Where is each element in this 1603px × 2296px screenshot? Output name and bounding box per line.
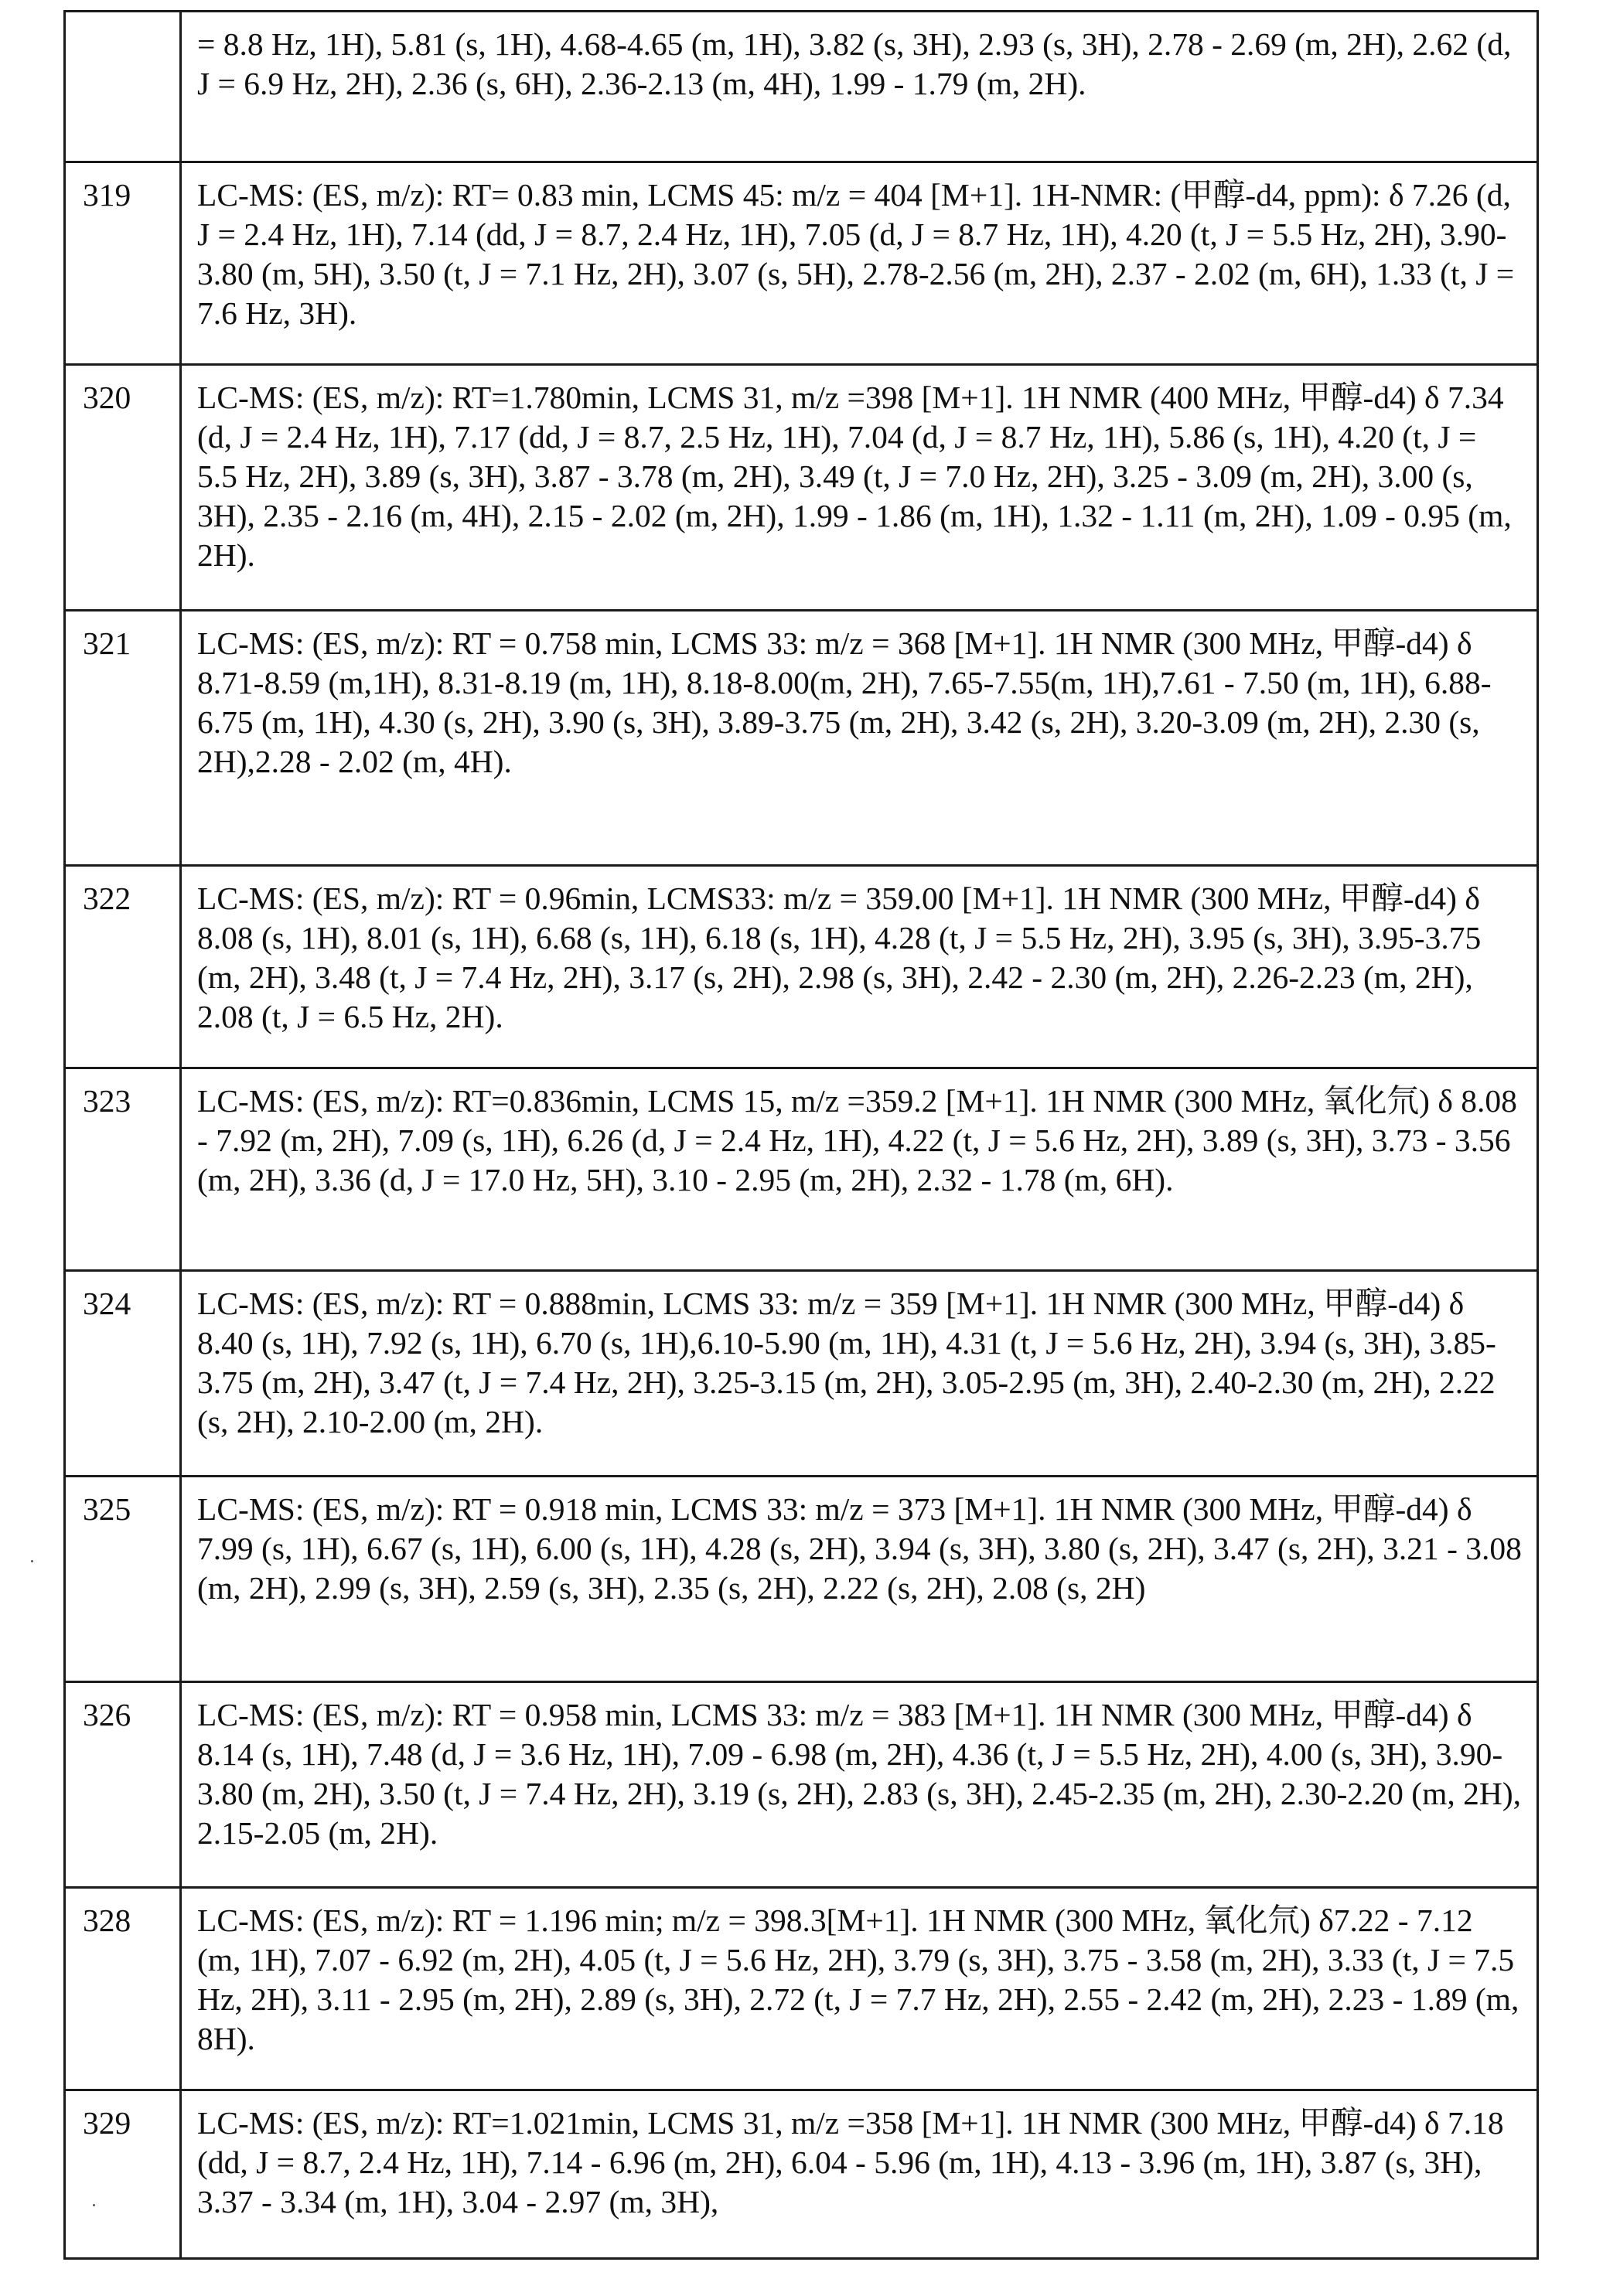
compound-id-cell: 324 bbox=[65, 1271, 181, 1477]
table-row bbox=[65, 611, 1538, 866]
characterization-data-cell: LC-MS: (ES, m/z): RT=1.780min, LCMS 31, m/z =398 [M+1]. 1H NMR (400 MHz, 甲醇-d4) δ 7.34 (d, J = 2.4 Hz, 1H), 7.17 (dd, J = 8.7, 2.5 Hz, 1H), 7.04 (d, J = 8.7 Hz, 1H), 5.86 (s, 1H), 4.20 (t, J = 5.5 Hz, 2H), 3.89 (s, 3H), 3.87 - 3.78 (m, 2H), 3.49 (t, J = 7.0 Hz, 2H), 3.25 - 3.09 (m, 2H), 3.00 (s, 3H), 2.35 - 2.16 (m, 4H), 2.15 - 2.02 (m, 2H), 1.99 - 1.86 (m, 1H), 1.32 - 1.11 (m, 2H), 1.09 - 0.95 (m, 2H). bbox=[181, 365, 1538, 611]
compound-id-cell: 321 bbox=[65, 611, 181, 866]
table-row bbox=[65, 162, 1538, 365]
table-row bbox=[65, 1477, 1538, 1682]
table-row bbox=[65, 1888, 1538, 2090]
table-row bbox=[65, 365, 1538, 611]
characterization-data-cell: LC-MS: (ES, m/z): RT = 0.888min, LCMS 33: m/z = 359 [M+1]. 1H NMR (300 MHz, 甲醇-d4) δ 8.40 (s, 1H), 7.92 (s, 1H), 6.70 (s, 1H),6.10-5.90 (m, 1H), 4.31 (t, J = 5.6 Hz, 2H), 3.94 (s, 3H), 3.85-3.75 (m, 2H), 3.47 (t, J = 7.4 Hz, 2H), 3.25-3.15 (m, 2H), 3.05-2.95 (m, 3H), 2.40-2.30 (m, 2H), 2.22 (s, 2H), 2.10-2.00 (m, 2H). bbox=[181, 1271, 1538, 1477]
compound-id-cell: 322 bbox=[65, 866, 181, 1068]
scan-artifact-dot bbox=[93, 2204, 95, 2206]
characterization-data-cell: LC-MS: (ES, m/z): RT= 0.83 min, LCMS 45: m/z = 404 [M+1]. 1H-NMR: (甲醇-d4, ppm): δ 7.26 (d, J = 2.4 Hz, 1H), 7.14 (dd, J = 8.7, 2.4 Hz, 1H), 7.05 (d, J = 8.7 Hz, 1H), 4.20 (t, J = 5.5 Hz, 2H), 3.90-3.80 (m, 5H), 3.50 (t, J = 7.1 Hz, 2H), 3.07 (s, 5H), 2.78-2.56 (m, 2H), 2.37 - 2.02 (m, 6H), 1.33 (t, J = 7.6 Hz, 3H). bbox=[181, 162, 1538, 365]
characterization-data-cell: LC-MS: (ES, m/z): RT=0.836min, LCMS 15, m/z =359.2 [M+1]. 1H NMR (300 MHz, 氧化氘) δ 8.08 - 7.92 (m, 2H), 7.09 (s, 1H), 6.26 (d, J = 2.4 Hz, 1H), 4.22 (t, J = 5.6 Hz, 2H), 3.89 (s, 3H), 3.73 - 3.56 (m, 2H), 3.36 (d, J = 17.0 Hz, 5H), 3.10 - 2.95 (m, 2H), 2.32 - 1.78 (m, 6H). bbox=[181, 1068, 1538, 1271]
table-row bbox=[65, 2090, 1538, 2259]
table-row bbox=[65, 12, 1538, 162]
characterization-data-cell: LC-MS: (ES, m/z): RT = 0.758 min, LCMS 33: m/z = 368 [M+1]. 1H NMR (300 MHz, 甲醇-d4) δ 8.71-8.59 (m,1H), 8.31-8.19 (m, 1H), 8.18-8.00(m, 2H), 7.65-7.55(m, 1H),7.61 - 7.50 (m, 1H), 6.88- 6.75 (m, 1H), 4.30 (s, 2H), 3.90 (s, 3H), 3.89-3.75 (m, 2H), 3.42 (s, 2H), 3.20-3.09 (m, 2H), 2.30 (s, 2H),2.28 - 2.02 (m, 4H). bbox=[181, 611, 1538, 866]
table-row bbox=[65, 1068, 1538, 1271]
characterization-data-cell: LC-MS: (ES, m/z): RT = 0.918 min, LCMS 33: m/z = 373 [M+1]. 1H NMR (300 MHz, 甲醇-d4) δ 7.99 (s, 1H), 6.67 (s, 1H), 6.00 (s, 1H), 4.28 (s, 2H), 3.94 (s, 3H), 3.80 (s, 2H), 3.47 (s, 2H), 3.21 - 3.08 (m, 2H), 2.99 (s, 3H), 2.59 (s, 3H), 2.35 (s, 2H), 2.22 (s, 2H), 2.08 (s, 2H) bbox=[181, 1477, 1538, 1682]
compound-id-cell: 329 bbox=[65, 2090, 181, 2259]
scan-artifact-dot bbox=[31, 1560, 33, 1562]
characterization-data-cell: LC-MS: (ES, m/z): RT = 1.196 min; m/z = 398.3[M+1]. 1H NMR (300 MHz, 氧化氘) δ7.22 - 7.12 (m, 1H), 7.07 - 6.92 (m, 2H), 4.05 (t, J = 5.6 Hz, 2H), 3.79 (s, 3H), 3.75 - 3.58 (m, 2H), 3.33 (t, J = 7.5 Hz, 2H), 3.11 - 2.95 (m, 2H), 2.89 (s, 3H), 2.72 (t, J = 7.7 Hz, 2H), 2.55 - 2.42 (m, 2H), 2.23 - 1.89 (m, 8H). bbox=[181, 1888, 1538, 2090]
characterization-data-cell: LC-MS: (ES, m/z): RT = 0.96min, LCMS33: m/z = 359.00 [M+1]. 1H NMR (300 MHz, 甲醇-d4) δ 8.08 (s, 1H), 8.01 (s, 1H), 6.68 (s, 1H), 6.18 (s, 1H), 4.28 (t, J = 5.5 Hz, 2H), 3.95 (s, 3H), 3.95-3.75 (m, 2H), 3.48 (t, J = 7.4 Hz, 2H), 3.17 (s, 2H), 2.98 (s, 3H), 2.42 - 2.30 (m, 2H), 2.26-2.23 (m, 2H), 2.08 (t, J = 6.5 Hz, 2H). bbox=[181, 866, 1538, 1068]
nmr-lcms-data-table bbox=[63, 10, 1539, 2260]
table-row bbox=[65, 866, 1538, 1068]
compound-id-cell: 328 bbox=[65, 1888, 181, 2090]
characterization-data-cell: LC-MS: (ES, m/z): RT = 0.958 min, LCMS 33: m/z = 383 [M+1]. 1H NMR (300 MHz, 甲醇-d4) δ 8.14 (s, 1H), 7.48 (d, J = 3.6 Hz, 1H), 7.09 - 6.98 (m, 2H), 4.36 (t, J = 5.5 Hz, 2H), 4.00 (s, 3H), 3.90-3.80 (m, 2H), 3.50 (t, J = 7.4 Hz, 2H), 3.19 (s, 2H), 2.83 (s, 3H), 2.45-2.35 (m, 2H), 2.30-2.20 (m, 2H), 2.15-2.05 (m, 2H). bbox=[181, 1682, 1538, 1888]
compound-id-cell: 319 bbox=[65, 162, 181, 365]
compound-id-cell: 325 bbox=[65, 1477, 181, 1682]
characterization-data-cell: LC-MS: (ES, m/z): RT=1.021min, LCMS 31, m/z =358 [M+1]. 1H NMR (300 MHz, 甲醇-d4) δ 7.18 (dd, J = 8.7, 2.4 Hz, 1H), 7.14 - 6.96 (m, 2H), 6.04 - 5.96 (m, 1H), 4.13 - 3.96 (m, 1H), 3.87 (s, 3H), 3.37 - 3.34 (m, 1H), 3.04 - 2.97 (m, 3H), bbox=[181, 2090, 1538, 2259]
compound-id-cell: 320 bbox=[65, 365, 181, 611]
table-row bbox=[65, 1682, 1538, 1888]
table-row bbox=[65, 1271, 1538, 1477]
compound-id-cell bbox=[65, 12, 181, 162]
characterization-data-cell: = 8.8 Hz, 1H), 5.81 (s, 1H), 4.68-4.65 (m, 1H), 3.82 (s, 3H), 2.93 (s, 3H), 2.78 - 2.69 (m, 2H), 2.62 (d, J = 6.9 Hz, 2H), 2.36 (s, 6H), 2.36-2.13 (m, 4H), 1.99 - 1.79 (m, 2H). bbox=[181, 12, 1538, 162]
compound-id-cell: 326 bbox=[65, 1682, 181, 1888]
compound-id-cell: 323 bbox=[65, 1068, 181, 1271]
